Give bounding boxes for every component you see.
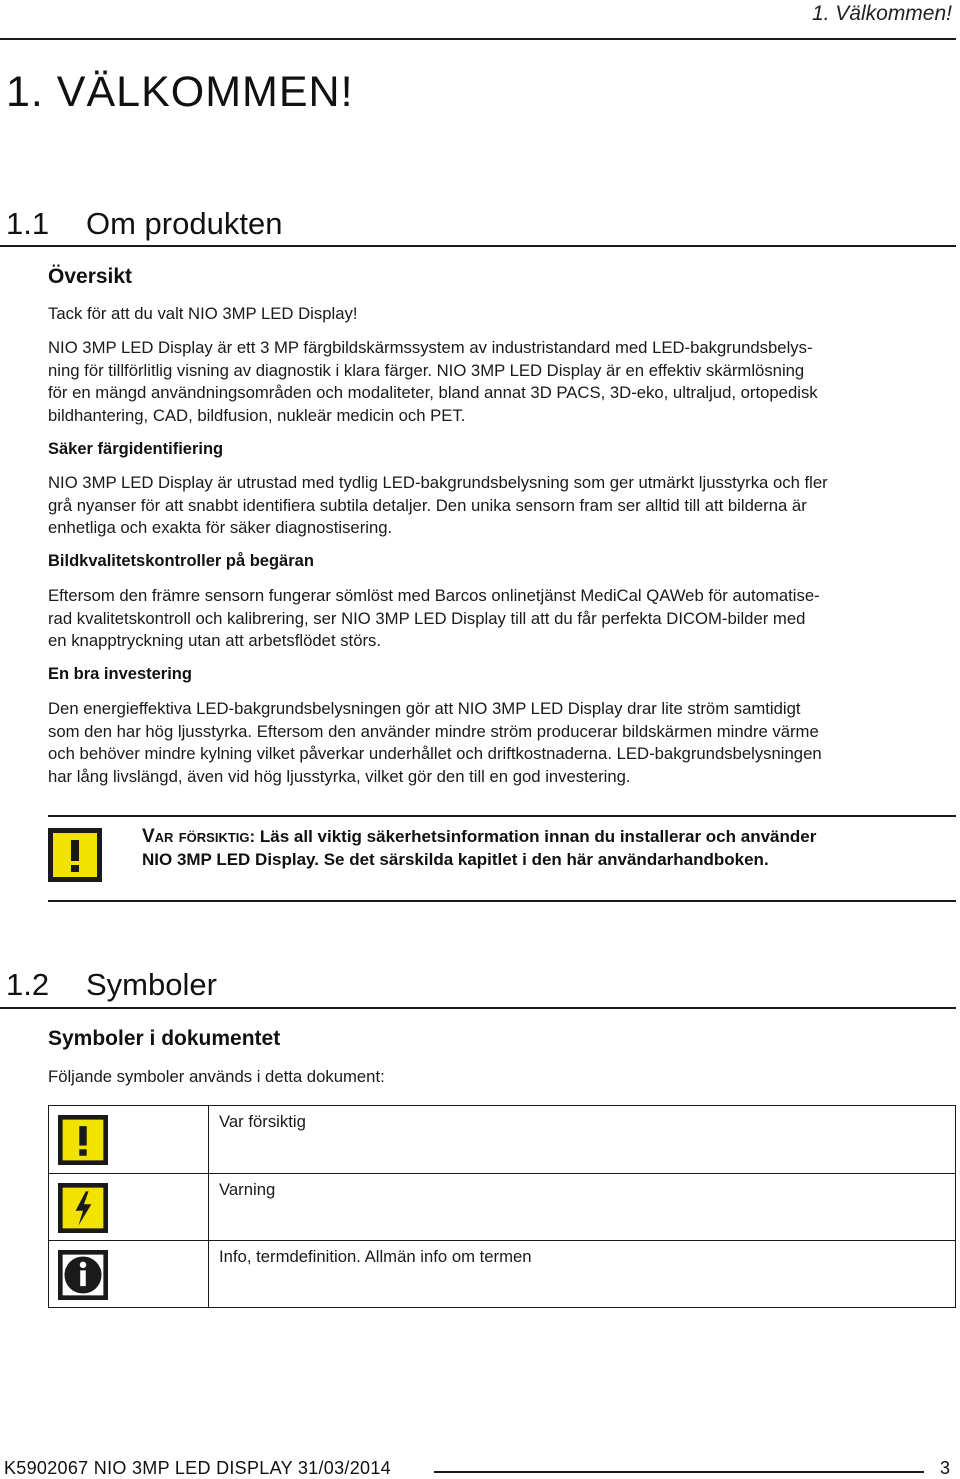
text-line: NIO 3MP LED Display är utrustad med tydlig LED-bakgrundsbelysning som ger utmärkt ljusstyrka och fler bbox=[48, 473, 828, 492]
text-line: en knapptryckning utan att arbetsflödet störs. bbox=[48, 631, 382, 650]
text-line: Den energieffektiva LED-bakgrundsbelysningen gör att NIO 3MP LED Display drar lite ström samtidigt bbox=[48, 699, 801, 718]
text-line: enhetliga och exakta för säker diagnostisering. bbox=[48, 518, 393, 537]
warning-lightning-icon bbox=[58, 1183, 108, 1233]
quality-heading: Bildkvalitetskontroller på begäran bbox=[48, 552, 314, 570]
info-icon bbox=[58, 1250, 108, 1300]
text-line: bildhantering, CAD, bildfusion, nukleär medicin och PET. bbox=[48, 405, 466, 425]
table-row bbox=[49, 1106, 956, 1174]
table-row bbox=[49, 1241, 956, 1308]
section-title: Symboler bbox=[86, 967, 217, 1002]
table-row bbox=[49, 1174, 956, 1241]
footer-rule bbox=[434, 1471, 924, 1473]
caution-line-1 bbox=[142, 826, 956, 849]
section-number: 1.1 bbox=[6, 206, 50, 241]
color-id-paragraph bbox=[48, 472, 956, 540]
caution-line-2: NIO 3MP LED Display. Se det särskilda kapitlet i den här användarhandboken. bbox=[142, 849, 769, 869]
caution-label: Var försiktig bbox=[142, 826, 250, 847]
caution-icon bbox=[58, 1115, 108, 1165]
symbols-table bbox=[48, 1105, 956, 1308]
symbol-label: Varning bbox=[209, 1174, 956, 1241]
overview-heading: Översikt bbox=[48, 265, 133, 288]
text-line: som den har hög ljusstyrka. Eftersom den använder mindre ström producerar bildskärmen mindre värme bbox=[48, 721, 819, 741]
quality-paragraph bbox=[48, 585, 956, 653]
investment-heading: En bra investering bbox=[48, 665, 192, 683]
text-line: och behöver mindre kylning vilket påverkar underhållet och driftkostnaderna. LED-bakgrundsbelysningen bbox=[48, 744, 822, 763]
text-line: ning för tillförlitlig visning av diagnostik i klara färger. NIO 3MP LED Display är en effektiv skärmlösning bbox=[48, 360, 805, 380]
section-rule bbox=[0, 245, 956, 247]
caution-text: : Läs all viktig säkerhetsinformation innan du installerar och använder bbox=[249, 827, 817, 846]
icon-cell bbox=[49, 1106, 209, 1174]
chapter-title: 1. VÄLKOMMEN! bbox=[6, 68, 354, 116]
section-title: Om produkten bbox=[86, 206, 283, 241]
caution-icon bbox=[48, 828, 102, 882]
color-id-heading: Säker färgidentifiering bbox=[48, 440, 224, 458]
header-rule bbox=[0, 38, 956, 40]
symbols-heading: Symboler i dokumentet bbox=[48, 1027, 281, 1050]
text-line: NIO 3MP LED Display är ett 3 MP färgbildskärmssystem av industristandard med LED-bakgrundsbelys- bbox=[48, 338, 813, 357]
page-number: 3 bbox=[940, 1458, 951, 1478]
overview-paragraph bbox=[48, 337, 956, 427]
section-heading-1-2 bbox=[6, 967, 217, 1003]
section-heading-1-1 bbox=[6, 206, 282, 242]
running-head: 1. Välkommen! bbox=[811, 2, 952, 25]
text-line: har lång livslängd, även vid hög ljusstyrka, vilket gör den till en god investering. bbox=[48, 766, 631, 786]
text-line: Eftersom den främre sensorn fungerar sömlöst med Barcos onlinetjänst MediCal QAWeb för automatise- bbox=[48, 586, 820, 605]
symbols-intro: Följande symboler används i detta dokument: bbox=[48, 1067, 385, 1086]
overview-intro: Tack för att du valt NIO 3MP LED Display! bbox=[48, 304, 358, 323]
section-rule bbox=[0, 1007, 956, 1009]
text-line: grå nyanser för att snabbt identifiera subtila detaljer. Den unika sensorn fram ser alltid till att bilderna är bbox=[48, 495, 807, 515]
text-line: rad kvalitetskontroll och kalibrering, ser NIO 3MP LED Display till att du får perfekta DICOM-bilder med bbox=[48, 608, 806, 628]
symbol-label: Var försiktig bbox=[209, 1106, 956, 1174]
text-line: för en mängd användningsområden och modaliteter, bland annat 3D PACS, 3D-eko, ultraljud, ortopedisk bbox=[48, 383, 818, 402]
section-number: 1.2 bbox=[6, 967, 50, 1002]
icon-cell bbox=[49, 1174, 209, 1241]
caution-message bbox=[142, 826, 956, 871]
footer-doc-info: K5902067 NIO 3MP LED DISPLAY 31/03/2014 bbox=[4, 1458, 391, 1478]
symbol-label: Info, termdefinition. Allmän info om termen bbox=[209, 1241, 956, 1308]
investment-paragraph bbox=[48, 698, 956, 788]
icon-cell bbox=[49, 1241, 209, 1308]
